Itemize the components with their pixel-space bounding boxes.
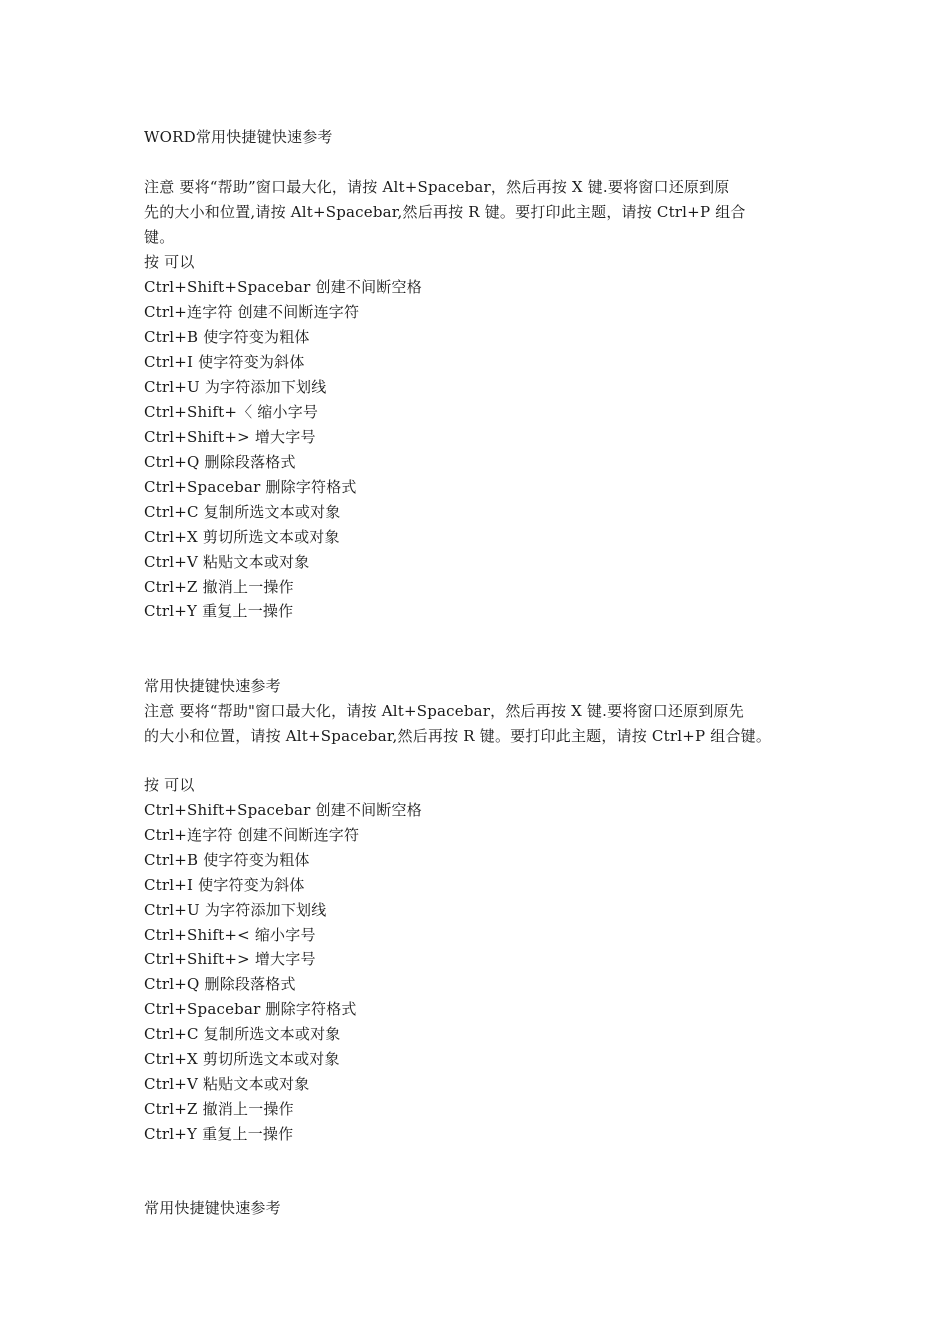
section2-shortcut-row: Ctrl+C 复制所选文本或对象: [144, 1025, 341, 1043]
section1-shortcut-row: Ctrl+C 复制所选文本或对象: [144, 503, 341, 521]
section2-shortcut-row: Ctrl+Shift+< 缩小字号: [144, 926, 316, 944]
section1-note-line: 先的大小和位置,请按 Alt+Spacebar,然后再按 R 键。要打印此主题，请按 Ctrl+P 组合: [144, 203, 746, 221]
section2-shortcut-row: Ctrl+Spacebar 删除字符格式: [144, 1000, 357, 1018]
section2-shortcut-row: Ctrl+Y 重复上一操作: [144, 1125, 294, 1143]
section3-title: 常用快捷键快速参考: [144, 1199, 281, 1217]
section1-note-line: 键。: [144, 228, 175, 246]
section2-shortcut-row: Ctrl+Q 删除段落格式: [144, 975, 296, 993]
section1-shortcut-row: Ctrl+V 粘贴文本或对象: [144, 553, 310, 571]
section2-shortcut-row: Ctrl+B 使字符变为粗体: [144, 851, 310, 869]
section2-note-line: 注意 要将“帮助"窗口最大化，请按 Alt+Spacebar，然后再按 X 键.要将窗口还原到原先: [144, 702, 744, 720]
section1-shortcut-row: Ctrl+B 使字符变为粗体: [144, 328, 310, 346]
section1-shortcut-row: Ctrl+Z 撤消上一操作: [144, 578, 294, 596]
section2-note-line: 的大小和位置，请按 Alt+Spacebar,然后再按 R 键。要打印此主题，请按 Ctrl+P 组合键。: [144, 727, 772, 745]
section1-shortcut-row: Ctrl+Q 删除段落格式: [144, 453, 296, 471]
section2-table-header: 按 可以: [144, 776, 195, 794]
section1-title: WORD常用快捷键快速参考: [144, 128, 333, 146]
section1-shortcut-row: Ctrl+Shift+> 增大字号: [144, 428, 316, 446]
section1-shortcut-row: Ctrl+I 使字符变为斜体: [144, 353, 305, 371]
section2-shortcut-row: Ctrl+U 为字符添加下划线: [144, 901, 327, 919]
section1-shortcut-row: Ctrl+Shift+Spacebar 创建不间断空格: [144, 278, 422, 296]
section1-note-line: 注意 要将“帮助”窗口最大化，请按 Alt+Spacebar，然后再按 X 键.要将窗口还原到原: [144, 178, 730, 196]
section2-shortcut-row: Ctrl+Shift+> 增大字号: [144, 950, 316, 968]
section1-shortcut-row: Ctrl+Y 重复上一操作: [144, 602, 294, 620]
section1-shortcut-row: Ctrl+连字符 创建不间断连字符: [144, 303, 360, 321]
section2-shortcut-row: Ctrl+V 粘贴文本或对象: [144, 1075, 310, 1093]
section2-title: 常用快捷键快速参考: [144, 677, 281, 695]
section2-shortcut-row: Ctrl+X 剪切所选文本或对象: [144, 1050, 340, 1068]
section2-shortcut-row: Ctrl+连字符 创建不间断连字符: [144, 826, 360, 844]
section1-table-header: 按 可以: [144, 253, 195, 271]
section1-shortcut-row: Ctrl+U 为字符添加下划线: [144, 378, 327, 396]
section2-shortcut-row: Ctrl+Z 撤消上一操作: [144, 1100, 294, 1118]
section1-shortcut-row: Ctrl+X 剪切所选文本或对象: [144, 528, 340, 546]
section1-shortcut-row: Ctrl+Shift+〈 缩小字号: [144, 403, 319, 421]
section2-shortcut-row: Ctrl+Shift+Spacebar 创建不间断空格: [144, 801, 422, 819]
section2-shortcut-row: Ctrl+I 使字符变为斜体: [144, 876, 305, 894]
section1-shortcut-row: Ctrl+Spacebar 删除字符格式: [144, 478, 357, 496]
